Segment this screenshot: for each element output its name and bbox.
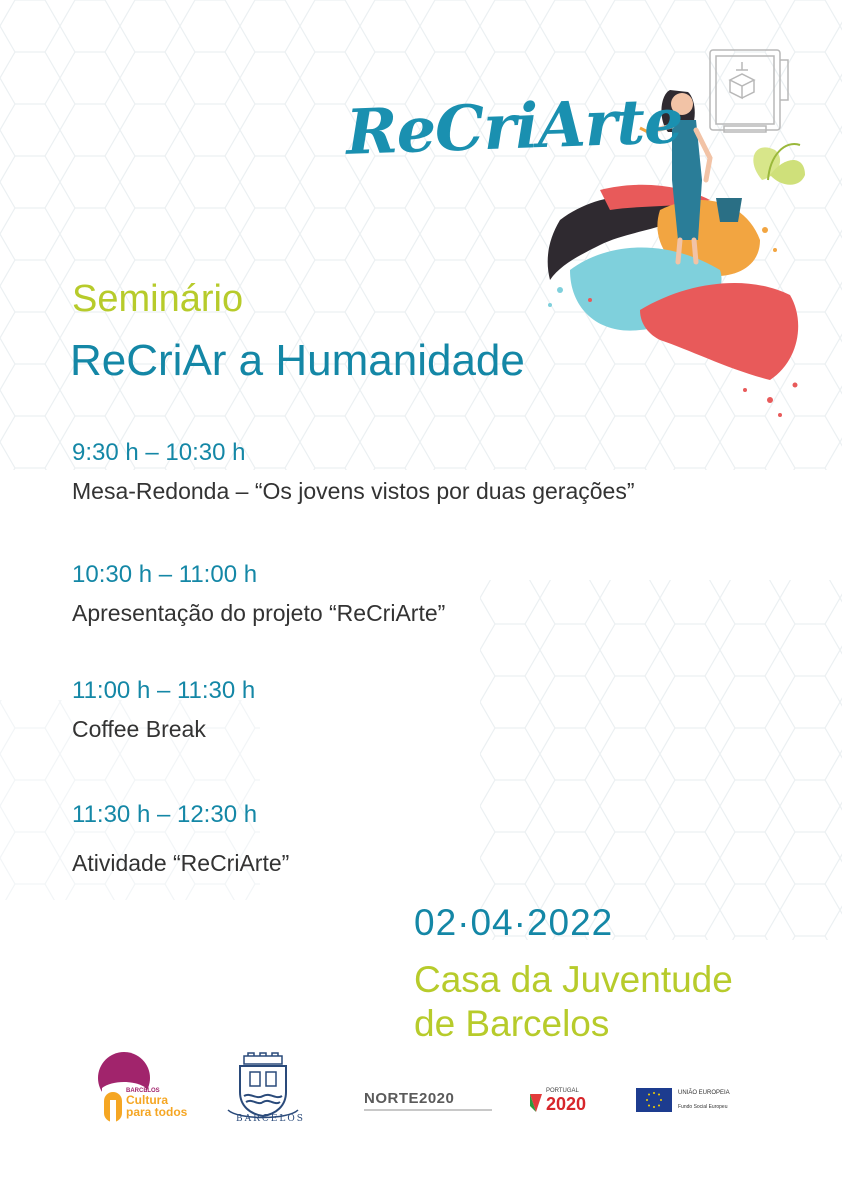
agenda-item <box>72 438 772 506</box>
barcelos-crest-logo <box>222 1052 304 1127</box>
plant-icon <box>716 144 805 222</box>
norte2020-text: NORTE2020 <box>364 1090 455 1107</box>
agenda-description: Atividade “ReCriArte” <box>72 850 290 876</box>
eu-line2: Fundo Social Europeu <box>678 1104 728 1110</box>
seminar-title: ReCriAr a Humanidade <box>70 336 525 385</box>
norte2020-logo <box>364 1090 494 1112</box>
event-place <box>414 958 733 1046</box>
eu-line1: UNIÃO EUROPEIA <box>678 1090 730 1096</box>
agenda-description: Apresentação do projeto “ReCriArte” <box>72 600 446 626</box>
seminar-label: Seminário <box>72 278 244 320</box>
eu-flag-icon <box>636 1088 672 1112</box>
agenda-time: 9:30 h – 10:30 h <box>72 439 246 466</box>
cultura-title <box>126 1094 187 1118</box>
agenda-time: 10:30 h – 11:00 h <box>72 561 258 588</box>
agenda-description: Mesa-Redonda – “Os jovens vistos por duas gerações” <box>72 478 635 504</box>
cultura-para-todos-logo <box>92 1050 212 1130</box>
brand-title: ReCriArte <box>344 84 684 169</box>
event-date: 02·04·2022 <box>414 902 614 943</box>
agenda-item <box>72 560 772 628</box>
agenda-time: 11:00 h – 11:30 h <box>72 677 256 704</box>
portugal-flag-icon <box>528 1092 544 1114</box>
portugal-label: PORTUGAL <box>546 1088 579 1094</box>
norte-underline <box>364 1109 492 1111</box>
portugal2020-logo <box>528 1088 608 1118</box>
agenda-time: 11:30 h – 12:30 h <box>72 801 258 828</box>
cultura-small-label: BARCELOS <box>126 1088 160 1094</box>
crest-label: BARCELOS <box>236 1114 305 1124</box>
cultura-line2: para todos <box>126 1105 188 1119</box>
event-place-line2: de Barcelos <box>414 1003 610 1044</box>
printer-icon <box>710 50 788 132</box>
event-place-line1: Casa da Juventude <box>414 959 733 1000</box>
agenda-item <box>72 800 772 878</box>
portugal-year: 2020 <box>546 1094 587 1114</box>
eu-logo <box>636 1088 746 1118</box>
cultura-line1: Cultura <box>126 1093 168 1107</box>
agenda-description: Coffee Break <box>72 716 206 742</box>
agenda-item <box>72 676 772 744</box>
